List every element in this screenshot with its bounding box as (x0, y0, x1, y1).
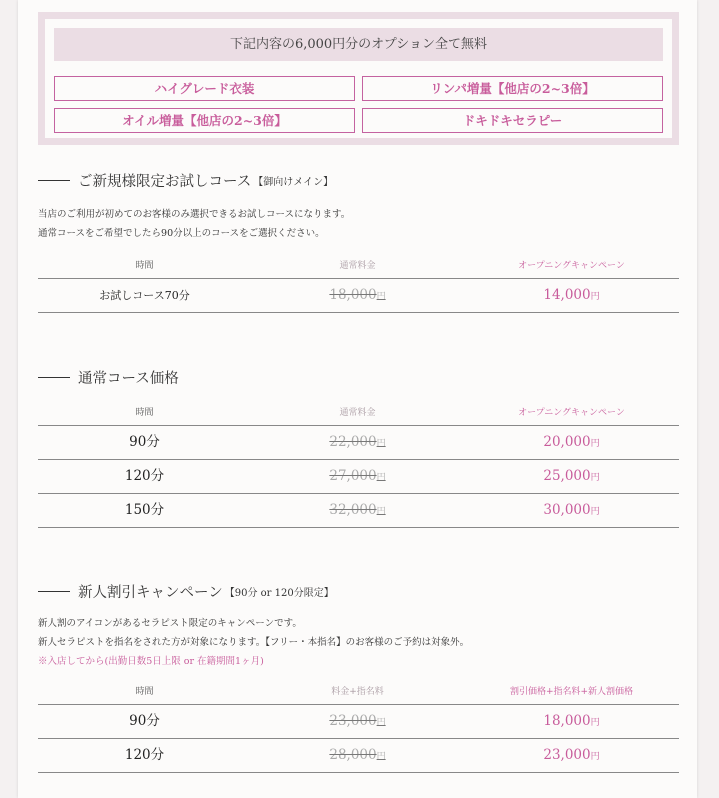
regular-price-table (38, 401, 679, 528)
regular-section-title (38, 367, 179, 388)
regular-price: 18,000円 (329, 287, 386, 303)
table-row (38, 739, 679, 773)
title-rule (38, 591, 70, 592)
free-options-box (38, 12, 679, 145)
course-time: 120分 (124, 747, 165, 763)
table-row (38, 494, 679, 528)
newcomer-description (38, 614, 469, 671)
discount-price: 18,000円 (543, 713, 600, 729)
trial-price-table (38, 254, 679, 313)
title-rule (38, 180, 70, 181)
table-header (38, 254, 679, 279)
header-regular-price: 通常料金 (339, 261, 376, 271)
price-page (18, 0, 697, 798)
title-rule (38, 377, 70, 378)
table-row (38, 279, 679, 313)
campaign-price: 30,000円 (543, 502, 600, 518)
course-time: 120分 (124, 468, 165, 484)
trial-description (38, 205, 350, 243)
table-row (38, 426, 679, 460)
campaign-price: 25,000円 (543, 468, 600, 484)
newcomer-section-title (38, 581, 334, 602)
header-time: 時間 (135, 687, 154, 697)
regular-price: 22,000円 (329, 434, 386, 450)
header-regular-price: 料金+指名料 (331, 687, 384, 697)
course-time: 90分 (129, 434, 160, 450)
discount-price: 23,000円 (543, 747, 600, 763)
table-header (38, 680, 679, 705)
newcomer-price-table (38, 680, 679, 773)
table-row (38, 460, 679, 494)
newcomer-title: 新人割引キャンペーン (78, 585, 223, 601)
table-header (38, 401, 679, 426)
course-time: 90分 (129, 713, 160, 729)
newcomer-desc-line2: 新人セラピストを指名をされた方が対象になります。【フリー・本指名】のお客様のご予約は対象外。 (38, 637, 470, 648)
regular-title: 通常コース価格 (78, 371, 179, 387)
header-regular-price: 通常料金 (339, 408, 376, 418)
regular-price: 23,000円 (329, 713, 386, 729)
header-discount-price: 割引価格+指名料+新人割価格 (509, 687, 634, 697)
regular-price: 28,000円 (329, 747, 386, 763)
header-time: 時間 (135, 408, 154, 418)
header-campaign-price: オープニングキャンペーン (518, 408, 625, 418)
newcomer-desc-line1: 新人割のアイコンがあるセラピスト限定のキャンペーンです。 (38, 618, 302, 629)
option-high-grade-costume: ハイグレード衣装 (54, 76, 355, 101)
regular-price: 32,000円 (329, 502, 386, 518)
option-oil-increase: オイル増量【他店の2~3倍】 (54, 108, 355, 133)
option-lymph-increase: リンパ増量【他店の2~3倍】 (362, 76, 663, 101)
course-time: お試しコース70分 (99, 289, 190, 302)
trial-subtitle: 【御向けメイン】 (253, 177, 334, 188)
campaign-price: 14,000円 (543, 287, 600, 303)
option-dokidoki-therapy: ドキドキセラピー (362, 108, 663, 133)
trial-title: ご新規様限定お試しコース (78, 174, 252, 190)
free-options-inner (45, 19, 672, 138)
table-row (38, 705, 679, 739)
header-time: 時間 (135, 261, 154, 271)
free-options-header: 下記内容の6,000円分のオプション全て無料 (54, 28, 663, 61)
newcomer-desc-note: ※入店してから(出勤日数5日上限 or 在籍期間1ヶ月) (38, 656, 264, 667)
trial-desc-line2: 通常コースをご希望でしたら90分以上のコースをご選択ください。 (38, 228, 325, 239)
trial-section-title (38, 170, 333, 191)
course-time: 150分 (124, 502, 165, 518)
regular-price: 27,000円 (329, 468, 386, 484)
newcomer-subtitle: 【90分 or 120分限定】 (224, 588, 334, 599)
trial-desc-line1: 当店のご利用が初めてのお客様のみ選択できるお試しコースになります。 (38, 209, 351, 220)
campaign-price: 20,000円 (543, 434, 600, 450)
header-campaign-price: オープニングキャンペーン (518, 261, 625, 271)
